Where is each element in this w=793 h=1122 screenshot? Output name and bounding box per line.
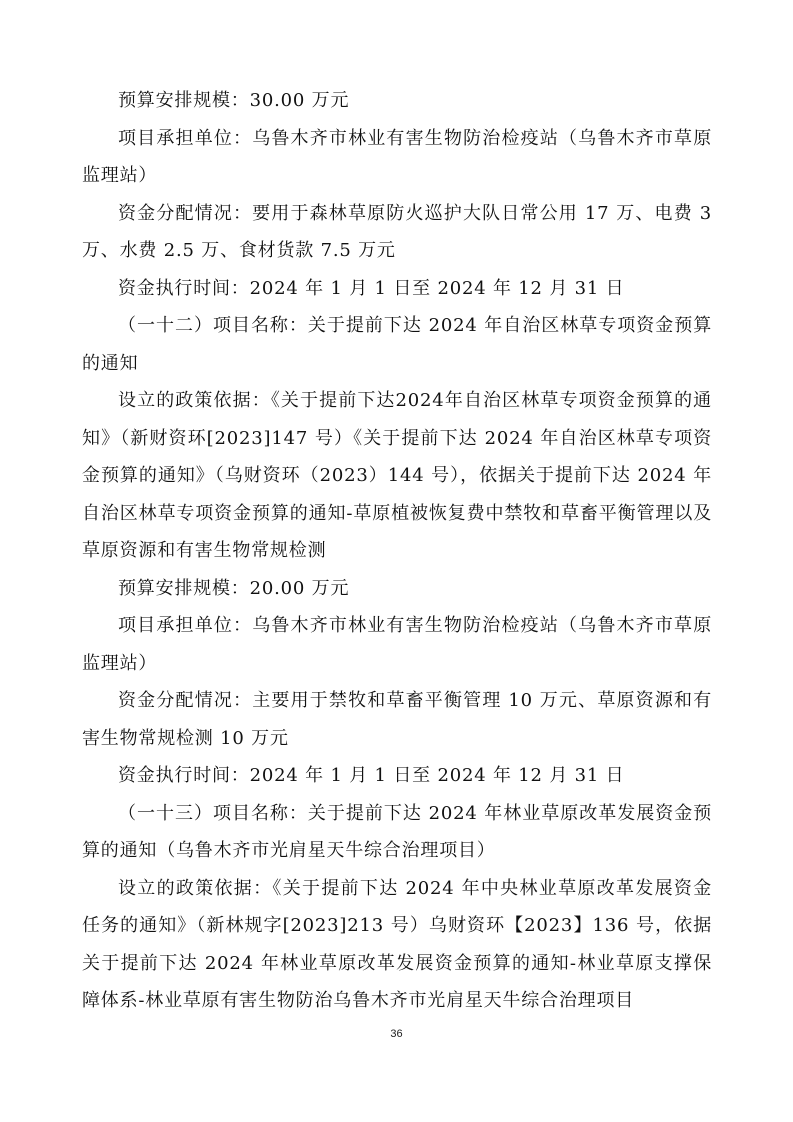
budget-scale-paragraph: 预算安排规模：20.00 万元 bbox=[118, 577, 350, 599]
execution-time-paragraph: 资金执行时间：2024 年 1 月 1 日至 2024 年 12 月 31 日 bbox=[118, 277, 625, 299]
page-number: 36 bbox=[390, 1028, 403, 1040]
policy-basis-paragraph: 设立的政策依据：《关于提前下达2024年自治区林草专项资金预算的通知》（新财资环[2023]147 号）《关于提前下达 2024 年自治区林草专项资金预算的通知》（乌财资环（2023）144 号），依据关于提前下达 2024 年自治区林草专项资金预算的通知-草原植被恢复费中禁牧和草畜平衡管理以及草原资源和有害生物常规检测 bbox=[82, 390, 712, 561]
undertaking-unit-paragraph: 项目承担单位：乌鲁木齐市林业有害生物防治检疫站（乌鲁木齐市草原监理站） bbox=[82, 615, 712, 674]
undertaking-unit-paragraph: 项目承担单位：乌鲁木齐市林业有害生物防治检疫站（乌鲁木齐市草原监理站） bbox=[82, 127, 712, 186]
budget-scale-paragraph: 预算安排规模：30.00 万元 bbox=[118, 90, 350, 111]
policy-basis-paragraph: 设立的政策依据：《关于提前下达 2024 年中央林业草原改革发展资金任务的通知》（新林规字[2023]213 号）乌财资环【2023】136 号，依据关于提前下达 2024 年林业草原改革发展资金预算的通知-林业草原支撑保障体系-林业草原有害生物防治乌鲁木齐市光肩星天牛综合治理项目 bbox=[82, 877, 712, 1011]
execution-time-paragraph: 资金执行时间：2024 年 1 月 1 日至 2024 年 12 月 31 日 bbox=[118, 765, 625, 786]
project-13-title-paragraph: （一十三）项目名称：关于提前下达 2024 年林业草原改革发展资金预算的通知（乌鲁木齐市光肩星天牛综合治理项目） bbox=[82, 802, 712, 861]
project-12-title-paragraph: （一十二）项目名称：关于提前下达 2024 年自治区林草专项资金预算的通知 bbox=[82, 315, 712, 374]
fund-allocation-paragraph: 资金分配情况：要用于森林草原防火巡护大队日常公用 17 万、电费 3 万、水费 2.5 万、食材货款 7.5 万元 bbox=[82, 202, 712, 261]
document-body bbox=[82, 82, 712, 1020]
fund-allocation-paragraph: 资金分配情况：主要用于禁牧和草畜平衡管理 10 万元、草原资源和有害生物常规检测 10 万元 bbox=[82, 690, 712, 749]
